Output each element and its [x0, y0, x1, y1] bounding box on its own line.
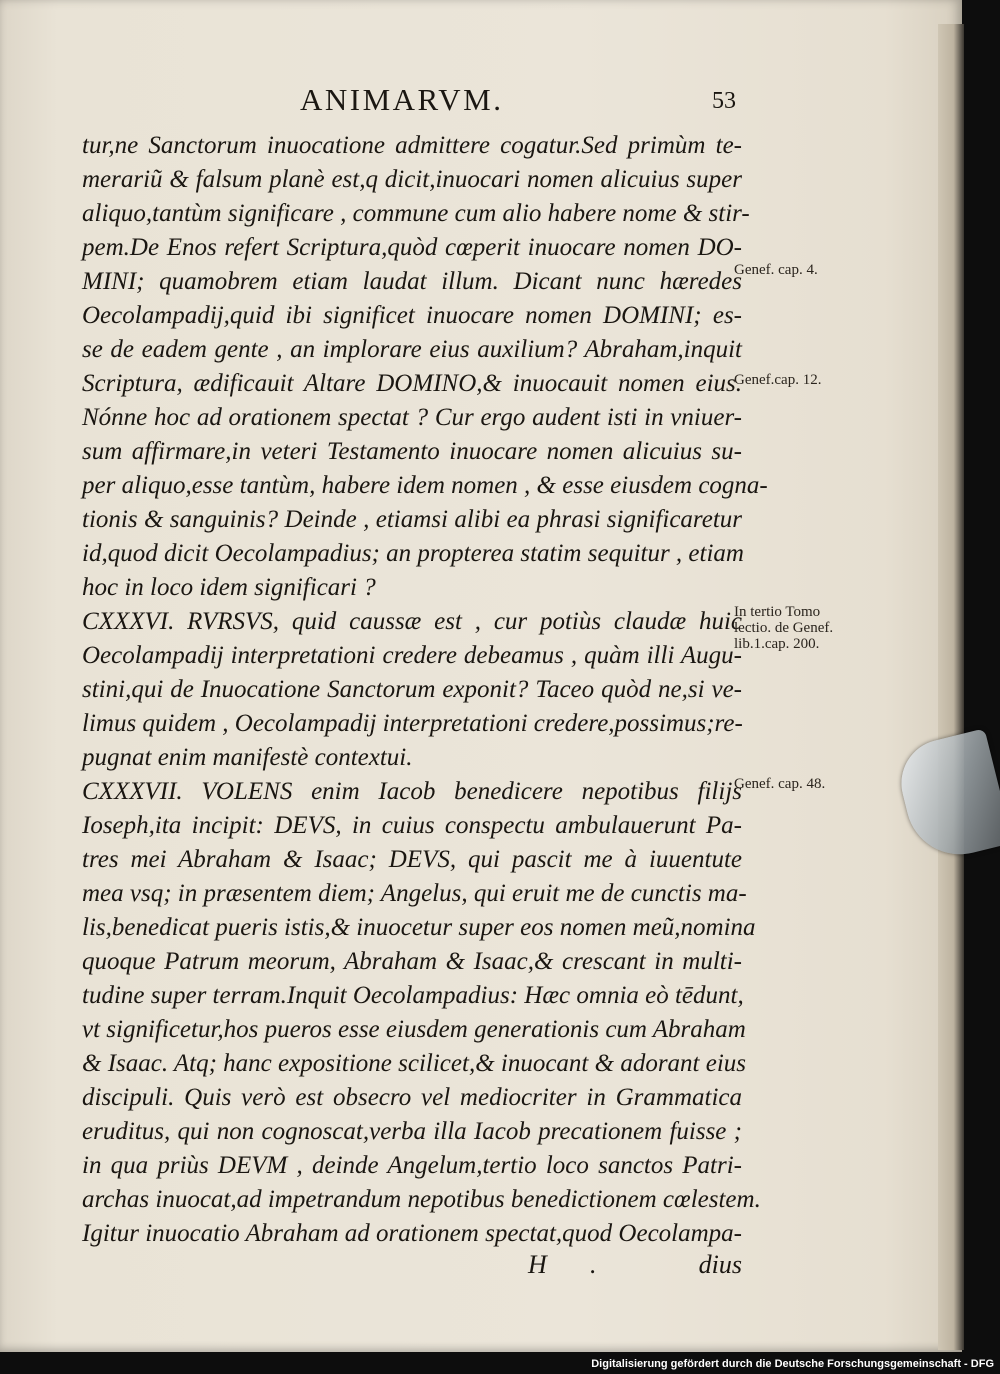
text-line: pugnat enim manifestè contextui.: [82, 744, 413, 771]
text-line: tionis & sanguinis? Deinde , etiamsi alibi ea phrasi significaretur: [82, 506, 742, 533]
text-line: hoc in loco idem significari ?: [82, 574, 376, 601]
section-heading-136: CXXXVI. RVRSVS, quid caussæ est , cur potiùs claudæ huic: [82, 608, 742, 635]
text-line: archas inuocat,ad impetrandum nepotibus benedictionem cœlestem.: [82, 1186, 761, 1213]
text-line: eruditus, qui non cognoscat,verba illa Iacob precationem fuisse ;: [82, 1118, 742, 1145]
text-line: discipuli. Quis verò est obsecro vel mediocriter in Grammatica: [82, 1084, 742, 1111]
text-line: pem.De Enos refert Scriptura,quòd cœperit inuocare nomen DO-: [82, 234, 742, 261]
text-line: sum affirmare,in veteri Testamento inuocare nomen alicuius su-: [82, 438, 742, 465]
text-line: tres mei Abraham & Isaac; DEVS, qui pascit me à iuuentute: [82, 846, 742, 873]
catchline: [82, 1250, 742, 1286]
margin-note: Genef.cap. 12.: [734, 372, 822, 388]
text-line: quoque Patrum meorum, Abraham & Isaac,& crescant in multi-: [82, 948, 742, 975]
text-line: per aliquo,esse tantùm, habere idem nomen , & esse eiusdem cogna-: [82, 472, 768, 499]
margin-note: In tertio Tomo lectio. de Genef. lib.1.cap. 200.: [734, 604, 834, 652]
text-line: & Isaac. Atq; hanc expositione scilicet,& inuocant & adorant eius: [82, 1050, 747, 1077]
running-head: ANIMARVM.: [300, 82, 504, 117]
text-line: aliquo,tantùm significare , commune cum alio habere nome & stir-: [82, 200, 750, 227]
text-line: tudine super terram.Inquit Oecolampadius: Hæc omnia eò tēdunt,: [82, 982, 744, 1009]
digitization-footer: Digitalisierung gefördert durch die Deutsche Forschungsgemeinschaft - DFG: [591, 1358, 994, 1370]
page-number: 53: [712, 88, 736, 114]
text-line: stini,qui de Inuocatione Sanctorum exponit? Taceo quòd ne,si ve-: [82, 676, 742, 703]
catchword: dius: [698, 1250, 742, 1279]
signature-mark: H: [528, 1250, 547, 1279]
text-line: Ioseph,ita incipit: DEVS, in cuius conspectu ambulauerunt Pa-: [82, 812, 742, 839]
section-heading-137: CXXXVII. VOLENS enim Iacob benedicere nepotibus filijs: [82, 778, 742, 805]
text-line: vt significetur,hos pueros esse eiusdem generationis cum Abraham: [82, 1016, 746, 1043]
text-line: MINI; quamobrem etiam laudat illum. Dicant nunc hæredes: [82, 268, 742, 295]
text-line: Oecolampadij,quid ibi significet inuocare nomen DOMINI; es-: [82, 302, 742, 329]
text-line: Igitur inuocatio Abraham ad orationem spectat,quod Oecolampa-: [82, 1220, 742, 1247]
text-line: tur,ne Sanctorum inuocatione admittere cogatur.Sed primùm te-: [82, 132, 742, 159]
text-line: Oecolampadij interpretationi credere debeamus , quàm illi Augu-: [82, 642, 742, 669]
signature-dot: .: [590, 1250, 597, 1279]
text-line: merariũ & falsum planè est,q dicit,inuocari nomen alicuius super: [82, 166, 742, 193]
text-line: lis,benedicat pueris istis,& inuocetur super eos nomen meũ,nomina: [82, 914, 756, 941]
text-line: Scriptura, ædificauit Altare DOMINO,& inuocauit nomen eius.: [82, 370, 742, 397]
page-edge: [938, 24, 964, 1350]
text-line: id,quod dicit Oecolampadius; an propterea statim sequitur , etiam: [82, 540, 744, 567]
margin-note: Genef. cap. 48.: [734, 776, 826, 792]
text-line: se de eadem gente , an implorare eius auxilium? Abraham,inquit: [82, 336, 742, 363]
text-line: Nónne hoc ad orationem spectat ? Cur ergo audent isti in vniuer-: [82, 404, 742, 431]
text-line: limus quidem , Oecolampadij interpretationi credere,possimus;re-: [82, 710, 743, 737]
text-line: in qua priùs DEVM , deinde Angelum,tertio loco sanctos Patri-: [82, 1152, 742, 1179]
text-line: mea vsq; in præsentem diem; Angelus, qui eruit me de cunctis ma-: [82, 880, 747, 907]
margin-note: Genef. cap. 4.: [734, 262, 818, 278]
